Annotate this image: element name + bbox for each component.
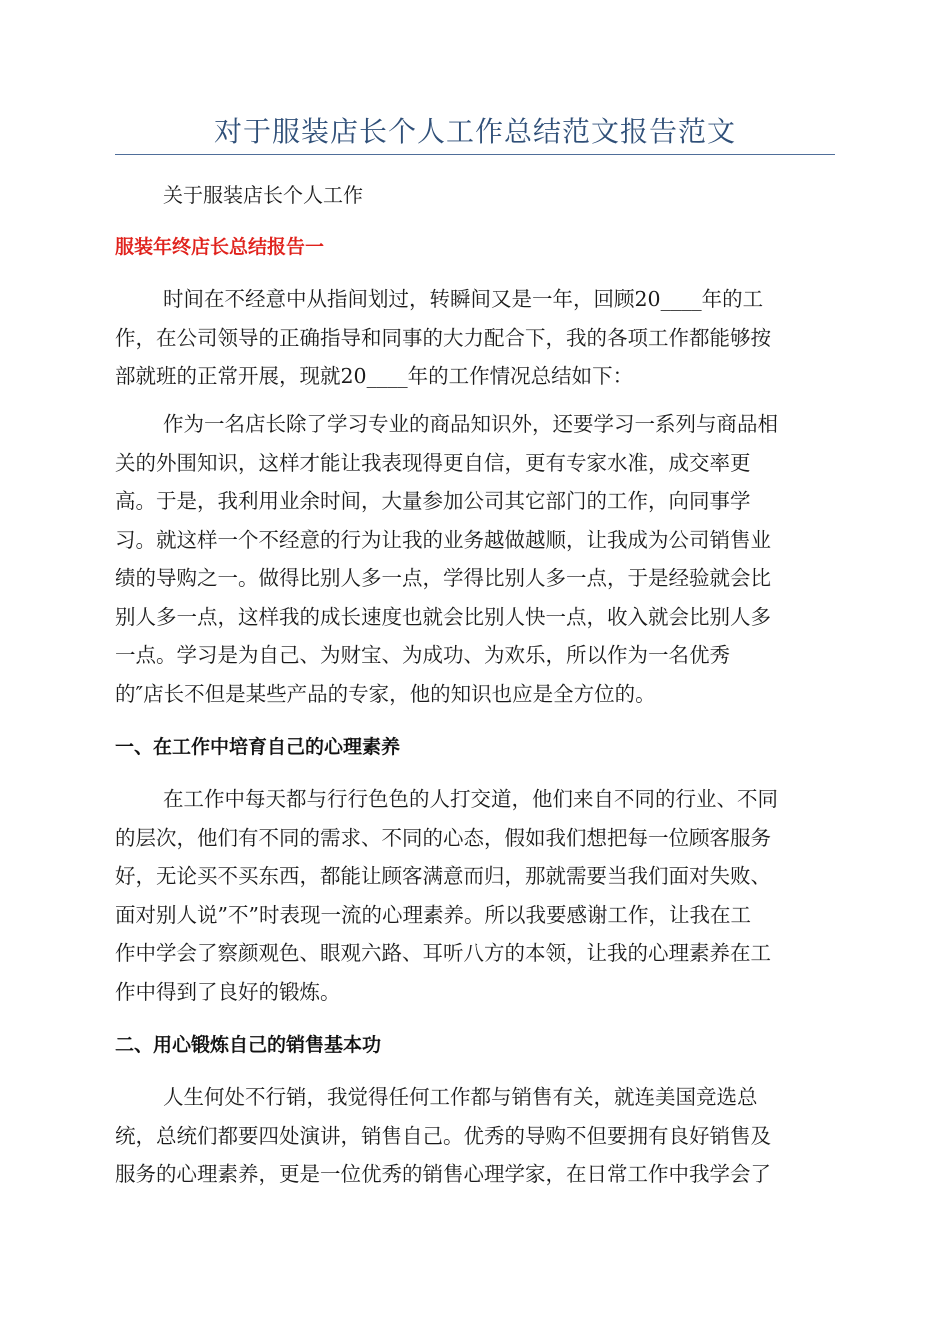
document-title: 对于服装店长个人工作总结范文报告范文 [213,115,736,148]
paragraph-line: 服务的心理素养，更是一位优秀的销售心理学家，在日常工作中我学会了 [115,1162,771,1186]
paragraph-line: 一点。学习是为自己、为财宝、为成功、为欢乐，所以作为一名优秀 [115,643,730,667]
paragraph-3 [115,780,835,1011]
paragraph-1 [115,280,835,396]
paragraph-line: 别人多一点，这样我的成长速度也就会比别人快一点，收入就会比别人多 [115,604,771,629]
title-underline [115,154,835,155]
paragraph-line: 时间在不经意中从指间划过，转瞬间又是一年，回顾20____年的工 [163,287,764,311]
paragraph-line: 作，在公司领导的正确指导和同事的大力配合下，我的各项工作都能够按 [115,325,771,350]
paragraph-line: 好，无论买不买东西，都能让顾客满意而归，那就需要当我们面对失败、 [115,864,771,888]
section-heading-red: 服装年终店长总结报告一 [115,236,325,258]
paragraph-line: 高。于是，我利用业余时间，大量参加公司其它部门的工作，向同事学 [115,489,751,513]
paragraph-4 [115,1078,835,1194]
intro-line: 关于服装店长个人工作 [163,183,363,207]
paragraph-line: 统，总统们都要四处演讲，销售自己。优秀的导购不但要拥有良好销售及 [115,1123,771,1148]
paragraph-2 [115,405,835,713]
paragraph-line: 作中得到了良好的锻炼。 [115,979,341,1004]
paragraph-line: 在工作中每天都与行行色色的人打交道，他们来自不同的行业、不同 [163,787,778,811]
paragraph-line: 习。就这样一个不经意的行为让我的业务越做越顺，让我成为公司销售业 [115,527,771,552]
paragraph-line: 部就班的正常开展，现就20____年的工作情况总结如下： [115,364,634,388]
paragraph-line: 面对别人说”不”时表现一流的心理素养。所以我要感谢工作，让我在工 [115,902,751,927]
section-heading-1: 一、在工作中培育自己的心理素养 [115,736,401,758]
paragraph-line: 绩的导购之一。做得比别人多一点，学得比别人多一点，于是经验就会比 [115,566,771,590]
paragraph-line: 作为一名店长除了学习专业的商品知识外，还要学习一系列与商品相 [163,412,778,436]
paragraph-line: 的″店长不但是某些产品的专家，他的知识也应是全方位的。 [115,681,656,706]
paragraph-line: 作中学会了察颜观色、眼观六路、耳听八方的本领，让我的心理素养在工 [115,941,771,965]
section-heading-2: 二、用心锻炼自己的销售基本功 [115,1034,382,1056]
paragraph-line: 的层次，他们有不同的需求、不同的心态，假如我们想把每一位顾客服务 [115,825,771,850]
paragraph-line: 人生何处不行销，我觉得任何工作都与销售有关，就连美国竞选总 [163,1085,758,1109]
paragraph-line: 关的外围知识，这样才能让我表现得更自信，更有专家水准，成交率更 [115,450,751,475]
